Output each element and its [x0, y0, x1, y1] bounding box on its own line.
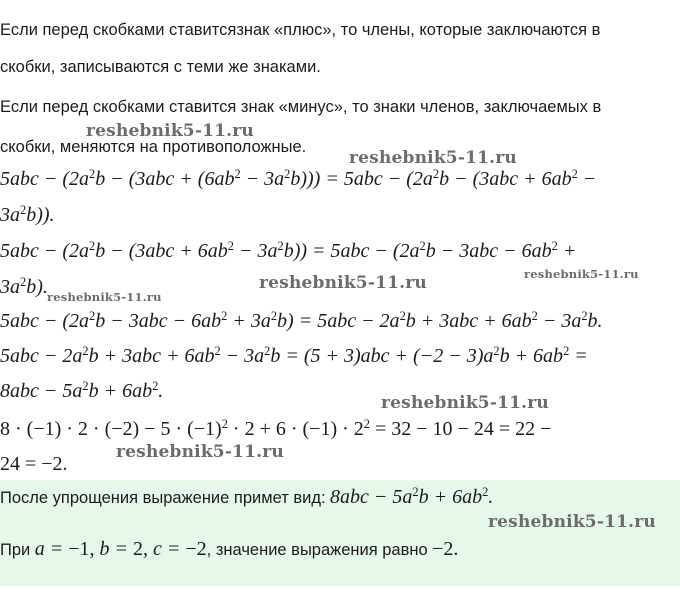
- rule-minus-line-1: Если перед скобками ставится знак «минус», то знаки членов, заключаемых в: [0, 98, 602, 116]
- math-line-4: $3a^2b$).: [0, 275, 48, 298]
- math-line-6: $5abc - 2a^2b + 3abc + 6ab^2 - 3a^2b = (5 + 3)abc + (-2 - 3)a^2b + 6ab^2$ =: [0, 344, 588, 367]
- math-line-3: $5abc - (2a^2b - (3abc + 6ab^2 - 3a^2b)) = 5abc - (2a^2b - 3abc - 6ab^2$ +: [0, 239, 577, 262]
- watermark: reshebnik5-11.ru: [47, 290, 162, 304]
- math-line-9: 24 = −2.: [0, 453, 68, 475]
- watermark: reshebnik5-11.ru: [86, 121, 254, 141]
- watermark: reshebnik5-11.ru: [116, 442, 284, 462]
- math-line-7: $8abc - 5a^2b + 6ab^2$.: [0, 379, 164, 402]
- result-line: [0, 486, 493, 509]
- rule-plus-line-2: скобки, записываются с теми же знаками.: [0, 58, 321, 76]
- watermark: reshebnik5-11.ru: [524, 267, 639, 281]
- math-line-1: $5abc - (2a^2b - (3abc + (6ab^2 - 3a^2b))) = 5abc - (2a^2b - (3abc + 6ab^2$ −: [0, 167, 597, 190]
- watermark: reshebnik5-11.ru: [488, 512, 656, 532]
- answer-line: [0, 538, 458, 561]
- math-line-5: $5abc - (2a^2b - 3abc - 6ab^2 + 3a^2b) = 5abc - 2a^2b + 3abc + 6ab^2 - 3a^2b$.: [0, 309, 603, 332]
- rule-plus-line-1: Если перед скобками ставитсязнак «плюс», то члены, которые заключаются в: [0, 21, 601, 39]
- math-line-8: $8 \cdot (-1) \cdot 2 \cdot (-2) - 5 \cdot (-1)^2 \cdot 2 + 6 \cdot (-1) \cdot 2^2 = 32 - 10 - 24 = 22$ −: [0, 417, 552, 440]
- result-label: После упрощения выражение примет вид:: [0, 489, 326, 507]
- answer-prefix: При: [0, 541, 31, 559]
- result-expression: $8abc - 5a^2b + 6ab^2$.: [330, 485, 494, 508]
- rule-minus-line-2: скобки, меняются на противоположные.: [0, 138, 307, 156]
- watermark: reshebnik5-11.ru: [349, 148, 517, 168]
- answer-text: , значение выражения равно: [206, 541, 428, 559]
- answer-values: a = −1, b = 2, c = −2: [34, 538, 207, 560]
- math-line-2: $3a^2b$)).: [0, 203, 55, 226]
- answer-value: −2.: [432, 538, 459, 560]
- watermark: reshebnik5-11.ru: [259, 273, 427, 293]
- watermark: reshebnik5-11.ru: [381, 393, 549, 413]
